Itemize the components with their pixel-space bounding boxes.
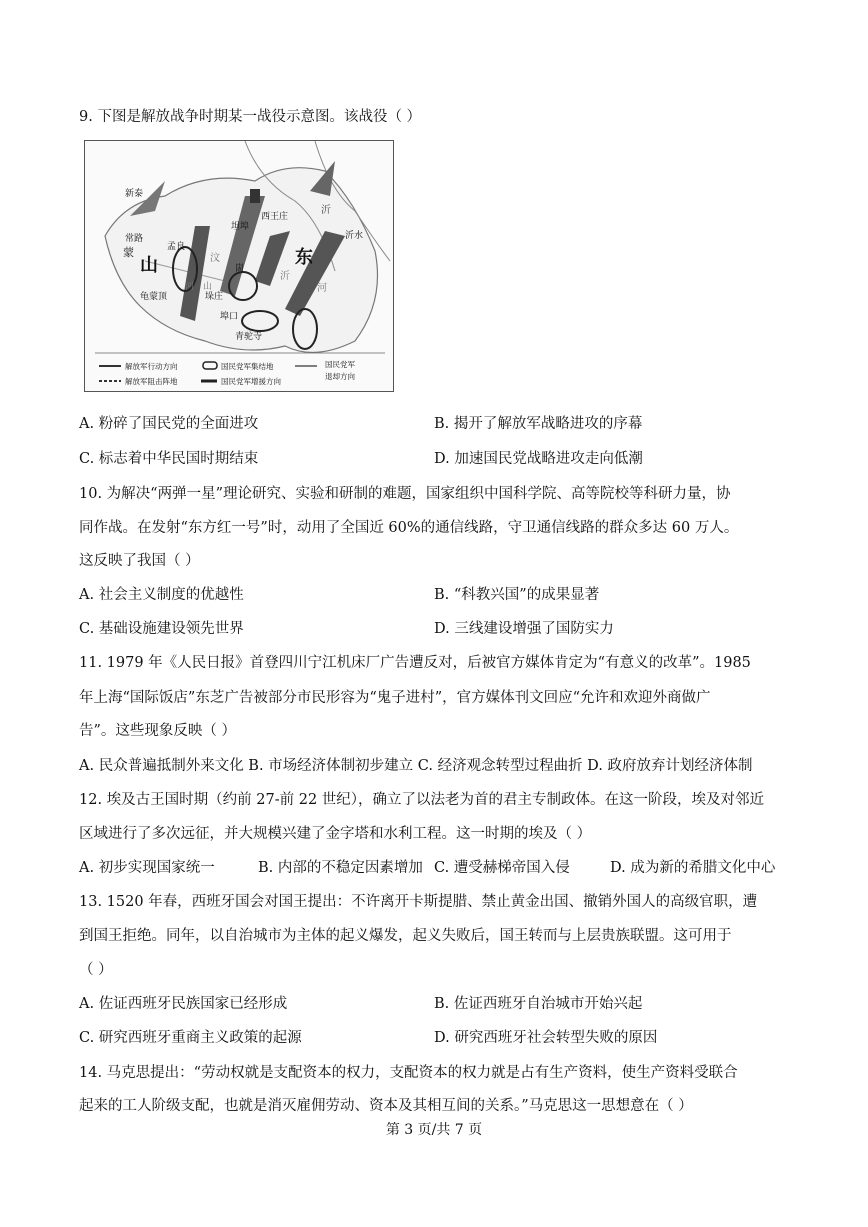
map-label: 山 xyxy=(140,255,158,276)
q11-line-1: 11. 1979 年《人民日报》首登四川宁江机床厂广告遭反对，后被官方媒体肯定为“有意义的改革”。1985 xyxy=(79,655,751,671)
flag-icon xyxy=(250,189,260,203)
q11-line-3: 告”。这些现象反映（ ） xyxy=(79,723,237,739)
map-label: 山 xyxy=(203,282,213,292)
battle-map-svg xyxy=(85,141,393,391)
q14-line-2: 起来的工人阶级支配，也就是消灭雇佣劳动、资本及其相互间的关系。”马克思这一思想意在（ ） xyxy=(79,1098,693,1114)
q10-line-1: 10. 为解决“两弹一星”理论研究、实验和研制的难题，国家组织中国科学院、高等院校等科研力量，协 xyxy=(79,486,731,502)
q9-option-a: A. 粉碎了国民党的全面进攻 xyxy=(79,416,259,432)
q9-stem: 9. 下图是解放战争时期某一战役示意图。该战役（ ） xyxy=(79,109,422,125)
legend-ellipse-icon xyxy=(203,362,217,369)
map-label: 常路 xyxy=(125,234,144,244)
q13-option-a: A. 佐证西班牙民族国家已经形成 xyxy=(79,996,288,1012)
q10-option-b: B. “科教兴国”的成果显著 xyxy=(434,587,600,603)
q13-option-b: B. 佐证西班牙自治城市开始兴起 xyxy=(434,996,643,1012)
q14-line-1: 14. 马克思提出：“劳动权就是支配资本的权力，支配资本的权力就是占有生产资料，使生产资料受联合 xyxy=(79,1065,738,1081)
q11-line-2: 年上海“国际饭店”东芝广告被部分市民形容为“鬼子进村”，官方媒体刊文回应“允许和欢迎外商做广 xyxy=(79,690,711,706)
legend-item: 退却方向 xyxy=(325,372,355,381)
map-label: 河 xyxy=(317,283,327,294)
q12-line-1: 12. 埃及古王国时期（约前 27-前 22 世纪），确立了以法老为首的君主专制政体。在这一阶段，埃及对邻近 xyxy=(79,792,765,808)
q12-option-d: D. 成为新的希腊文化中心 xyxy=(610,860,776,876)
q12-option-b: B. 内部的不稳定因素增加 xyxy=(258,860,423,876)
map-label: 蒙 xyxy=(123,246,134,259)
q13-line-3: （ ） xyxy=(79,962,113,978)
map-label: 沂水 xyxy=(345,231,364,241)
map-label: 青驼寺 xyxy=(235,332,263,342)
q10-line-2: 同作战。在发射“东方红一号”时，动用了全国近 60%的通信线路，守卫通信线路的群众多达 60 万人。 xyxy=(79,520,739,536)
map-label: 沂 xyxy=(280,271,290,282)
q13-option-d: D. 研究西班牙社会转型失败的原因 xyxy=(434,1030,658,1046)
q9-option-c: C. 标志着中华民国时期结束 xyxy=(79,451,259,467)
q10-line-3: 这反映了我国（ ） xyxy=(79,553,200,569)
legend-item: 解放军阻击阵地 xyxy=(125,377,178,386)
map-label: 埠口 xyxy=(220,312,239,322)
q10-option-c: C. 基础设施建设领先世界 xyxy=(79,621,244,637)
legend-item: 国民党军集结地 xyxy=(221,362,274,371)
map-label: 垛庄 xyxy=(205,292,224,302)
legend-item: 解放军行动方向 xyxy=(125,362,178,371)
map-label: 龟蒙顶 xyxy=(140,292,168,302)
battle-map xyxy=(84,140,394,392)
q10-option-a: A. 社会主义制度的优越性 xyxy=(79,587,244,603)
q13-line-2: 到国王拒绝。同年，以自治城市为主体的起义爆发，起义失败后，国王转而与上层贵族联盟。这可用于 xyxy=(79,928,732,944)
q10-option-d: D. 三线建设增强了国防实力 xyxy=(434,621,614,637)
map-label: 沂 xyxy=(321,205,331,216)
page-footer: 第 3 页/共 7 页 xyxy=(385,1122,483,1138)
map-label: 河 xyxy=(185,282,195,292)
map-label: 西王庄 xyxy=(261,212,289,222)
map-label: 孟良 xyxy=(167,242,186,252)
map-label: 东 xyxy=(295,247,313,268)
map-label: 崮 xyxy=(235,264,245,274)
q13-line-1: 13. 1520 年春，西班牙国会对国王提出：不许离开卡斯提腊、禁止黄金出国、撤销外国人的高级官职，遭 xyxy=(79,894,758,910)
legend-item: 国民党军 xyxy=(325,360,355,369)
legend-item: 国民党军增援方向 xyxy=(221,377,281,386)
q9-option-b: B. 揭开了解放军战略进攻的序幕 xyxy=(434,416,643,432)
q9-option-d: D. 加速国民党战略进攻走向低潮 xyxy=(434,451,643,467)
map-label: 坦埠 xyxy=(231,222,250,232)
map-label: 新泰 xyxy=(125,189,144,199)
q12-line-2: 区域进行了多次远征，并大规模兴建了金字塔和水利工程。这一时期的埃及（ ） xyxy=(79,826,592,842)
q11-options: A. 民众普遍抵制外来文化 B. 市场经济体制初步建立 C. 经济观念转型过程曲折 D. 政府放弃计划经济体制 xyxy=(79,758,753,774)
q12-option-c: C. 遭受赫梯帝国入侵 xyxy=(434,860,570,876)
map-label: 汶 xyxy=(210,253,220,264)
q12-option-a: A. 初步实现国家统一 xyxy=(79,860,215,876)
q13-option-c: C. 研究西班牙重商主义政策的起源 xyxy=(79,1030,302,1046)
